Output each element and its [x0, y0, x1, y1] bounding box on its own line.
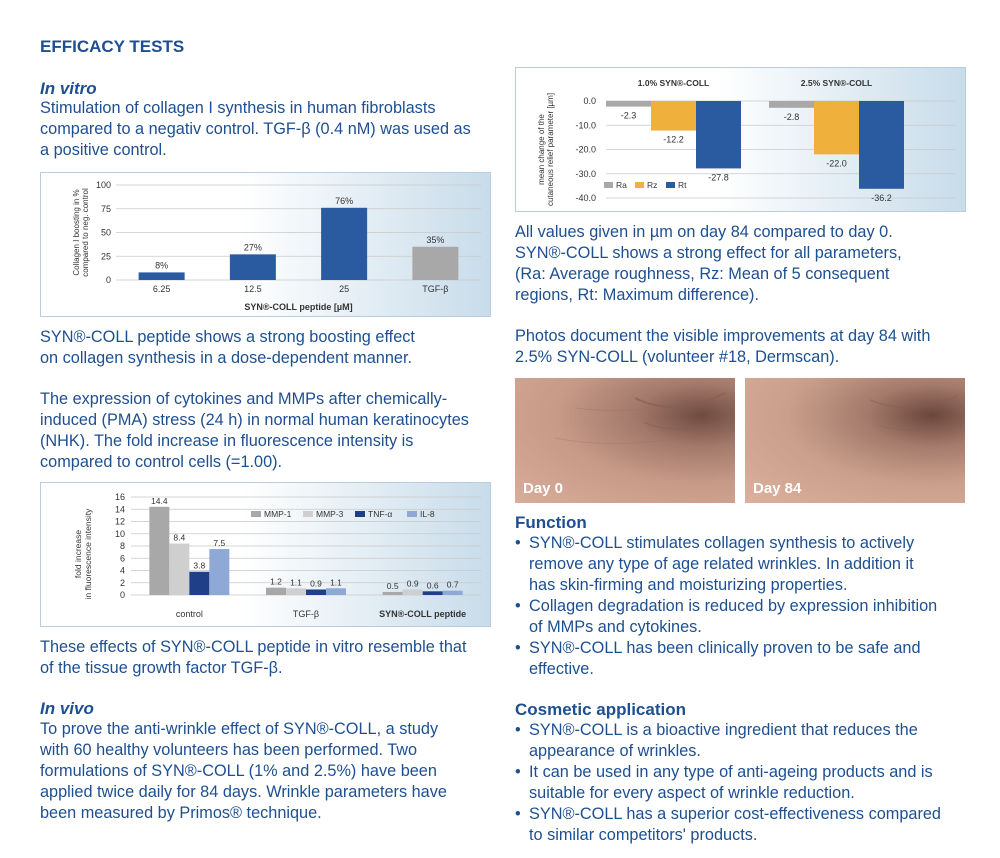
text-line: • SYN®-COLL has a superior cost-effectiveness compared [529, 805, 941, 823]
y-tick-label: 0.0 [583, 96, 596, 106]
text-line: applied twice daily for 84 days. Wrinkle parameters have [40, 783, 447, 801]
bar [696, 101, 741, 168]
text-line: • SYN®-COLL stimulates collagen synthesis to actively [529, 534, 915, 552]
legend-swatch [604, 182, 613, 188]
text-line: (Ra: Average roughness, Rz: Mean of 5 consequent [515, 265, 890, 283]
x-tick-label: TGF-β [422, 284, 449, 294]
x-tick-label: control [175, 609, 203, 619]
text-line: • Collagen degradation is reduced by expression inhibition [529, 597, 938, 615]
bar [403, 589, 423, 595]
bar [606, 101, 651, 107]
data-label: 3.8 [193, 560, 206, 571]
y-tick-label: 0 [105, 275, 111, 285]
bar [189, 572, 209, 595]
data-label: 0.9 [310, 578, 322, 589]
text-line: appearance of wrinkles. [529, 742, 701, 760]
x-tick-label: 25 [339, 284, 350, 294]
list-item [515, 762, 975, 804]
text-line: induced (PMA) stress (24 h) in normal human keratinocytes [40, 411, 469, 429]
text-line: remove any type of age related wrinkles. In addition it [529, 555, 914, 573]
values-text [515, 222, 902, 306]
legend-swatch [666, 182, 675, 188]
data-label: 1.1 [290, 577, 302, 588]
group-label: 1.0% SYN®-COLL [637, 78, 710, 88]
text-line: Photos document the visible improvements at day 84 with [515, 327, 931, 345]
list-item [515, 638, 975, 680]
legend-swatch [251, 511, 261, 517]
text-line: (NHK). The fold increase in fluorescence intensity is [40, 432, 414, 450]
y-tick-label: -10.0 [575, 120, 596, 131]
y-tick-label: 8 [119, 541, 125, 551]
data-label: 14.4 [151, 495, 168, 506]
bar [286, 588, 306, 595]
y-tick-label: 100 [95, 180, 111, 190]
y-tick-label: 50 [100, 227, 111, 238]
x-tick-label: 6.25 [152, 284, 171, 294]
text-line: effective. [529, 660, 594, 678]
cosmetic-list [515, 720, 975, 846]
text-line: The expression of cytokines and MMPs after chemically- [40, 390, 448, 408]
chart-relief [516, 68, 965, 211]
legend-label: Rt [678, 180, 687, 190]
y-tick-label: 14 [114, 504, 125, 515]
data-label: -36.2 [871, 192, 892, 203]
y-tick-label: 16 [114, 492, 125, 502]
bar [383, 592, 403, 595]
data-label: -22.0 [826, 158, 847, 169]
x-tick-label: SYN®-COLL peptide [379, 609, 467, 619]
text-line: regions, Rt: Maximum difference). [515, 286, 760, 304]
y-tick-label: 75 [100, 203, 111, 214]
y-tick-label: -20.0 [575, 144, 596, 155]
y-axis-label: Collagen I boosting in %compared to neg. control [72, 188, 90, 277]
function-heading: Function [515, 513, 587, 532]
invivo-heading: In vivo [40, 699, 94, 718]
text-line: with 60 healthy volunteers has been performed. Two [40, 741, 418, 759]
text-line: All values given in µm on day 84 compared to day 0. [515, 223, 893, 241]
data-label: -12.2 [663, 134, 684, 145]
y-axis-label: fold increasein fluorescence intensity [73, 508, 93, 600]
bar [443, 591, 463, 595]
photo-day84 [745, 378, 965, 503]
y-tick-label: 4 [119, 565, 125, 576]
x-axis-label: SYN®-COLL peptide [µM] [244, 302, 353, 312]
list-item [515, 596, 975, 638]
text-line: of MMPs and cytokines. [529, 618, 702, 636]
x-tick-label: TGF-β [292, 609, 320, 619]
text-line: compared to control cells (=1.00). [40, 453, 283, 471]
legend-swatch [303, 511, 313, 517]
data-label: -2.3 [620, 110, 637, 121]
text-line: To prove the anti-wrinkle effect of SYN®-COLL, a study [40, 720, 439, 738]
bar [651, 101, 696, 131]
text-line: SYN®-COLL peptide shows a strong boosting effect [40, 328, 415, 346]
y-tick-label: 2 [119, 577, 125, 588]
cosmetic-heading: Cosmetic application [515, 700, 686, 719]
data-label: 0.6 [426, 580, 439, 591]
text-line: • SYN®-COLL is a bioactive ingredient that reduces the [529, 721, 918, 739]
bar [209, 549, 229, 595]
bar [149, 507, 169, 595]
bar [230, 254, 276, 280]
data-label: 0.5 [386, 580, 399, 591]
bar [859, 101, 904, 189]
chart-collagen-panel [40, 172, 491, 317]
y-tick-label: -40.0 [575, 193, 596, 203]
data-label: 0.7 [446, 579, 459, 590]
photo-day0-label: Day 0 [523, 480, 564, 497]
legend-swatch [355, 511, 365, 517]
bar [423, 591, 443, 595]
y-tick-label: -30.0 [575, 168, 596, 179]
text-line: • It can be used in any type of anti-ageing products and is [529, 763, 933, 781]
legend-label: IL-8 [420, 509, 435, 519]
y-axis-label: mean change of thecutaneous relief parameter [µm] [537, 92, 555, 207]
x-tick-label: 12.5 [244, 284, 262, 294]
invivo-text [40, 719, 447, 824]
summary-tgf [40, 637, 466, 679]
bar [769, 101, 814, 108]
y-tick-label: 0 [119, 590, 125, 600]
text-line: SYN®-COLL shows a strong effect for all parameters, [515, 244, 902, 262]
legend-label: MMP-3 [316, 509, 344, 519]
data-label: 8.4 [173, 532, 186, 543]
legend-label: TNF-α [368, 509, 393, 519]
text-line: on collagen synthesis in a dose-dependent manner. [40, 349, 413, 367]
cytokine-text [40, 389, 469, 473]
text-line: to similar competitors' products. [529, 826, 758, 844]
photo-day84-label: Day 84 [753, 480, 802, 497]
bar [139, 272, 185, 280]
page-title: EFFICACY TESTS [40, 37, 185, 56]
legend-swatch [635, 182, 644, 188]
bar [266, 588, 286, 595]
bar [321, 208, 367, 280]
group-label: 2.5% SYN®-COLL [800, 78, 873, 88]
chart-collagen [41, 173, 490, 316]
bar [412, 247, 458, 280]
chart-cytokine-panel [40, 482, 491, 627]
y-tick-label: 6 [119, 553, 125, 564]
data-label: -2.8 [783, 111, 800, 122]
text-line: compared to a negativ control. TGF-β (0.4 nM) was used as [40, 120, 471, 138]
data-label: 1.1 [330, 577, 342, 588]
text-line: suitable for every aspect of wrinkle reduction. [529, 784, 855, 802]
list-item [515, 533, 975, 596]
data-label: 27% [243, 242, 262, 253]
legend-label: Rz [647, 180, 658, 190]
list-item [515, 720, 975, 762]
invitro-text [40, 98, 471, 161]
bar [814, 101, 859, 154]
data-label: 7.5 [213, 538, 226, 549]
y-tick-label: 10 [114, 528, 125, 539]
data-label: 8% [155, 260, 169, 271]
y-tick-label: 12 [114, 516, 125, 527]
invitro-heading: In vitro [40, 79, 97, 98]
text-line: These effects of SYN®-COLL peptide in vitro resemble that [40, 638, 467, 656]
photos-text [515, 326, 930, 368]
data-label: 35% [426, 234, 445, 245]
legend-swatch [407, 511, 417, 517]
chart-relief-panel [515, 67, 966, 212]
y-tick-label: 25 [100, 251, 111, 262]
legend-label: MMP-1 [264, 509, 292, 519]
legend-label: Ra [616, 180, 627, 190]
bar [326, 588, 346, 595]
function-list [515, 533, 975, 680]
chart-cytokine [41, 483, 490, 626]
text-line: Stimulation of collagen I synthesis in human fibroblasts [40, 99, 436, 117]
text-line: been measured by Primos® technique. [40, 804, 322, 822]
text-line: of the tissue growth factor TGF-β. [40, 659, 283, 677]
text-line: 2.5% SYN-COLL (volunteer #18, Dermscan). [515, 348, 840, 366]
text-line: has skin-firming and moisturizing properties. [529, 576, 848, 594]
text-line: a positive control. [40, 141, 167, 159]
list-item [515, 804, 975, 846]
bar [169, 544, 189, 595]
photo-day0 [515, 378, 735, 503]
summary-collagen [40, 327, 415, 369]
text-line: formulations of SYN®-COLL (1% and 2.5%) have been [40, 762, 437, 780]
data-label: 76% [335, 195, 354, 206]
text-line: • SYN®-COLL has been clinically proven to be safe and [529, 639, 921, 657]
data-label: -27.8 [708, 172, 729, 183]
data-label: 1.2 [270, 576, 282, 587]
bar [306, 589, 326, 595]
data-label: 0.9 [406, 578, 419, 589]
